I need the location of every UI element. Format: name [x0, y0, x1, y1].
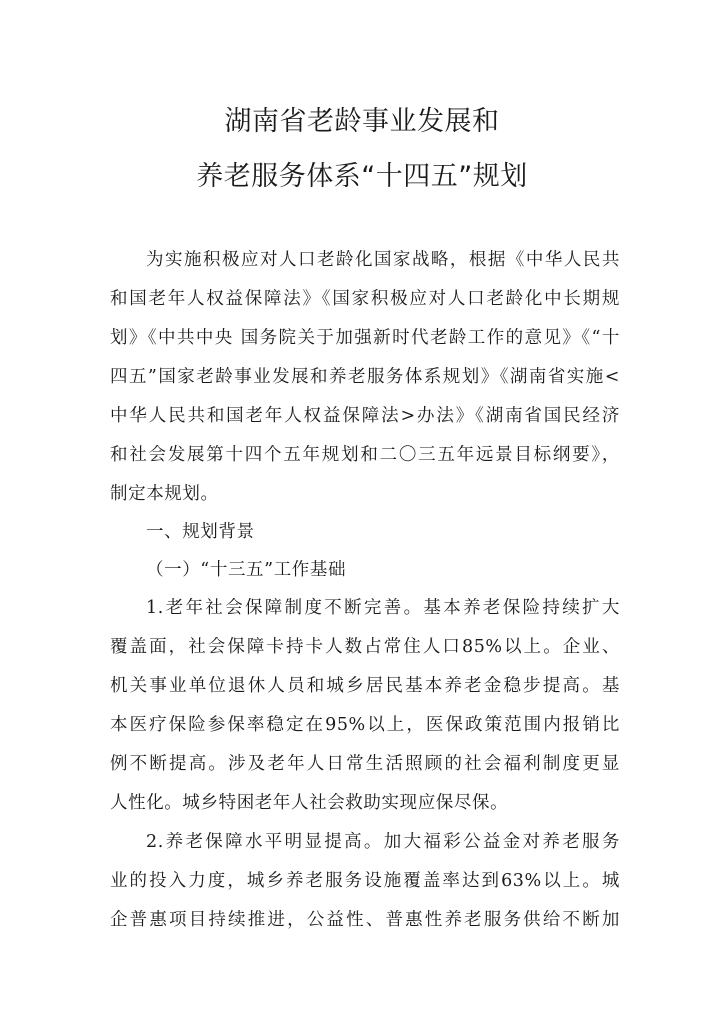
paragraph-line: 企普惠项目持续推进，公益性、普惠性养老服务供给不断加 — [110, 910, 620, 930]
intro-line: 中华人民共和国老年人权益保障法>办法》《湖南省国民经济 — [110, 406, 620, 426]
subsection-heading: （一）“十三五”工作基础 — [146, 560, 347, 580]
intro-line: 和国老年人权益保障法》《国家积极应对人口老龄化中长期规 — [110, 289, 620, 309]
paragraph-line: 覆盖面，社会保障卡持卡人数占常住人口85%以上。企业、 — [110, 637, 620, 657]
intro-line: 四五”国家老龄事业发展和养老服务体系规划》《湖南省实施< — [110, 367, 620, 387]
paragraph-line: 业的投入力度，城乡养老服务设施覆盖率达到63%以上。城 — [110, 871, 620, 891]
paragraph-line: 机关事业单位退休人员和城乡居民基本养老金稳步提高。基 — [110, 676, 620, 696]
intro-line: 划》《中共中央 国务院关于加强新时代老龄工作的意见》《“十 — [110, 328, 620, 348]
intro-line: 为实施积极应对人口老龄化国家战略，根据《中华人民共 — [146, 250, 620, 270]
intro-line: 和社会发展第十四个五年规划和二〇三五年远景目标纲要》， — [110, 445, 620, 465]
section-heading: 一、规划背景 — [146, 522, 255, 542]
document-title-line-2: 养老服务体系“十四五”规划 — [196, 161, 528, 192]
paragraph-line: 人性化。城乡特困老年人社会救助实现应保尽保。 — [110, 793, 509, 813]
paragraph-line: 例不断提高。涉及老年人日常生活照顾的社会福利制度更显 — [110, 754, 620, 774]
intro-line: 制定本规划。 — [110, 484, 219, 504]
paragraph-line: 本医疗保险参保率稳定在95%以上，医保政策范围内报销比 — [110, 715, 620, 735]
document-title-line-1: 湖南省老龄事业发展和 — [224, 106, 500, 137]
paragraph-line: 2.养老保障水平明显提高。加大福彩公益金对养老服务 — [146, 832, 620, 852]
paragraph-line: 1.老年社会保障制度不断完善。基本养老保险持续扩大 — [146, 598, 620, 618]
